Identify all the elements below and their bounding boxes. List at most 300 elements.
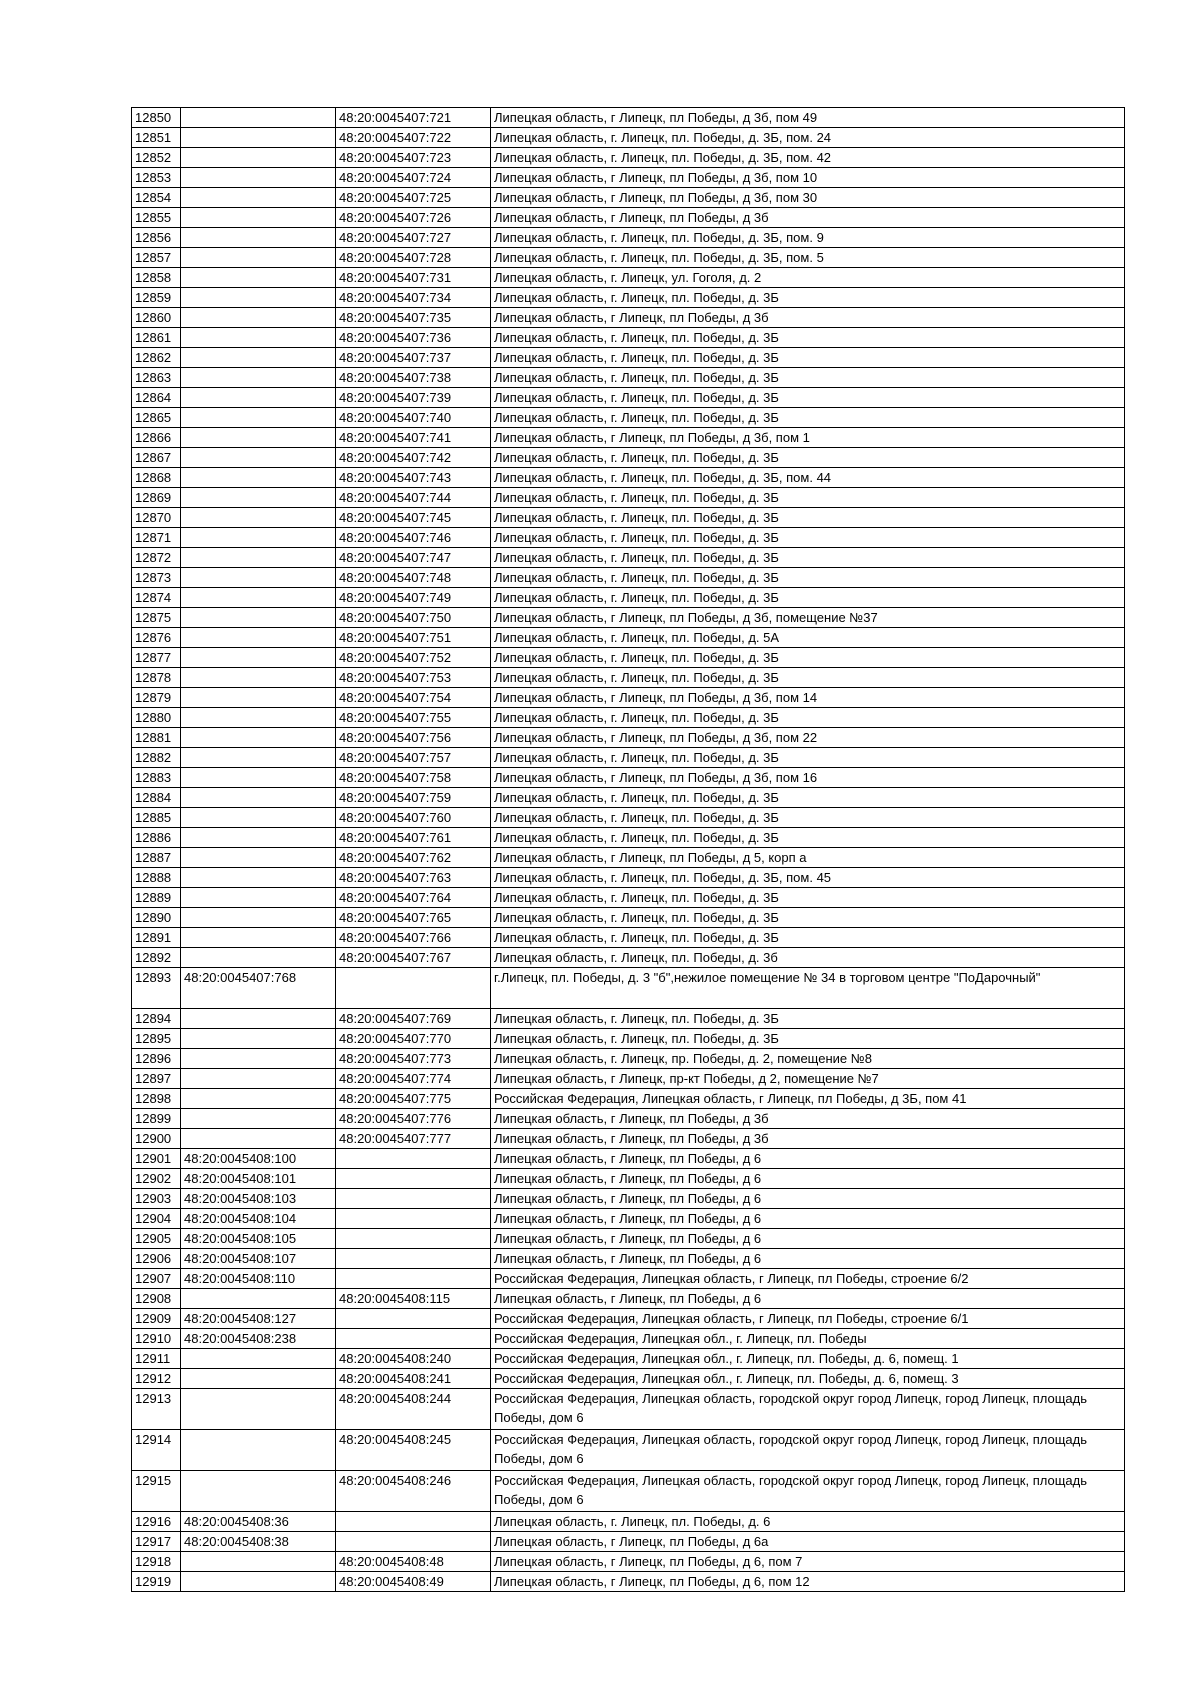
premises-cadastral-number-cell: 48:20:0045407:764 — [336, 888, 491, 908]
address-cell: Липецкая область, г Липецк, пл Победы, д 5, корп а — [491, 848, 1125, 868]
premises-cadastral-number-cell — [336, 1512, 491, 1532]
table-row — [132, 588, 1125, 608]
table-row — [132, 128, 1125, 148]
premises-cadastral-number-cell: 48:20:0045408:246 — [336, 1471, 491, 1512]
premises-cadastral-number-cell: 48:20:0045408:245 — [336, 1430, 491, 1471]
row-number-cell: 12902 — [132, 1169, 181, 1189]
cadastral-number-cell — [181, 468, 336, 488]
row-number-cell: 12897 — [132, 1069, 181, 1089]
table-row — [132, 448, 1125, 468]
address-cell: Российская Федерация, Липецкая область, г Липецк, пл Победы, строение 6/2 — [491, 1269, 1125, 1289]
address-cell: Липецкая область, г. Липецк, пл. Победы, д. 3Б — [491, 348, 1125, 368]
cadastral-number-cell — [181, 808, 336, 828]
premises-cadastral-number-cell: 48:20:0045407:755 — [336, 708, 491, 728]
row-number-cell: 12896 — [132, 1049, 181, 1069]
table-row — [132, 1369, 1125, 1389]
premises-cadastral-number-cell: 48:20:0045407:774 — [336, 1069, 491, 1089]
cadastral-number-cell — [181, 368, 336, 388]
cadastral-number-cell — [181, 1389, 336, 1430]
address-cell: Липецкая область, г. Липецк, пл. Победы, д. 3Б, пом. 45 — [491, 868, 1125, 888]
table-row — [132, 888, 1125, 908]
row-number-cell: 12868 — [132, 468, 181, 488]
premises-cadastral-number-cell: 48:20:0045407:766 — [336, 928, 491, 948]
row-number-cell: 12892 — [132, 948, 181, 968]
table-row — [132, 928, 1125, 948]
premises-cadastral-number-cell: 48:20:0045407:735 — [336, 308, 491, 328]
address-cell: Липецкая область, г Липецк, пл Победы, д 3б, пом 22 — [491, 728, 1125, 748]
table-row — [132, 628, 1125, 648]
cadastral-number-cell — [181, 1471, 336, 1512]
premises-cadastral-number-cell — [336, 1189, 491, 1209]
cadastral-number-cell — [181, 728, 336, 748]
cadastral-number-cell — [181, 528, 336, 548]
cadastral-number-cell — [181, 408, 336, 428]
premises-cadastral-number-cell: 48:20:0045407:736 — [336, 328, 491, 348]
address-cell: Липецкая область, г Липецк, пл Победы, д 6 — [491, 1189, 1125, 1209]
address-cell: Российская Федерация, Липецкая область, городской округ город Липецк, город Липецк, площадь Победы, дом 6 — [491, 1430, 1125, 1471]
table-row — [132, 728, 1125, 748]
address-cell: Липецкая область, г Липецк, пл Победы, д 6 — [491, 1289, 1125, 1309]
cadastral-number-cell — [181, 568, 336, 588]
row-number-cell: 12900 — [132, 1129, 181, 1149]
cadastral-number-cell: 48:20:0045408:100 — [181, 1149, 336, 1169]
table-row — [132, 828, 1125, 848]
cadastral-number-cell — [181, 588, 336, 608]
cadastral-number-cell — [181, 128, 336, 148]
premises-cadastral-number-cell: 48:20:0045407:759 — [336, 788, 491, 808]
premises-cadastral-number-cell: 48:20:0045407:749 — [336, 588, 491, 608]
row-number-cell: 12859 — [132, 288, 181, 308]
address-cell: Липецкая область, г. Липецк, пл. Победы, д. 3Б — [491, 1009, 1125, 1029]
premises-cadastral-number-cell: 48:20:0045407:738 — [336, 368, 491, 388]
address-cell: Российская Федерация, Липецкая обл., г. Липецк, пл. Победы, д. 6, помещ. 3 — [491, 1369, 1125, 1389]
row-number-cell: 12899 — [132, 1109, 181, 1129]
table-row — [132, 328, 1125, 348]
row-number-cell: 12854 — [132, 188, 181, 208]
address-cell: Липецкая область, г Липецк, пл Победы, д 6, пом 7 — [491, 1552, 1125, 1572]
cadastral-number-cell — [181, 708, 336, 728]
row-number-cell: 12862 — [132, 348, 181, 368]
premises-cadastral-number-cell: 48:20:0045407:742 — [336, 448, 491, 468]
cadastral-number-cell — [181, 1289, 336, 1309]
table-row — [132, 1149, 1125, 1169]
row-number-cell: 12903 — [132, 1189, 181, 1209]
cadastral-number-cell: 48:20:0045408:104 — [181, 1209, 336, 1229]
table-row — [132, 688, 1125, 708]
cadastral-number-cell — [181, 928, 336, 948]
cadastral-number-cell — [181, 788, 336, 808]
cadastral-number-cell — [181, 848, 336, 868]
cadastral-number-cell — [181, 1009, 336, 1029]
row-number-cell: 12863 — [132, 368, 181, 388]
row-number-cell: 12898 — [132, 1089, 181, 1109]
row-number-cell: 12860 — [132, 308, 181, 328]
address-cell: Липецкая область, г Липецк, пл Победы, д 3б, пом 14 — [491, 688, 1125, 708]
row-number-cell: 12869 — [132, 488, 181, 508]
address-cell: Липецкая область, г. Липецк, пл. Победы, д. 3Б — [491, 908, 1125, 928]
row-number-cell: 12879 — [132, 688, 181, 708]
premises-cadastral-number-cell — [336, 1249, 491, 1269]
address-cell: Российская Федерация, Липецкая обл., г. Липецк, пл. Победы — [491, 1329, 1125, 1349]
premises-cadastral-number-cell: 48:20:0045408:244 — [336, 1389, 491, 1430]
table-row — [132, 1532, 1125, 1552]
row-number-cell: 12853 — [132, 168, 181, 188]
premises-cadastral-number-cell: 48:20:0045407:751 — [336, 628, 491, 648]
address-cell: Липецкая область, г. Липецк, пл. Победы, д. 3Б — [491, 388, 1125, 408]
address-cell: Липецкая область, г. Липецк, пл. Победы, д. 3Б — [491, 288, 1125, 308]
premises-cadastral-number-cell: 48:20:0045407:775 — [336, 1089, 491, 1109]
cadastral-number-cell — [181, 428, 336, 448]
cadastral-number-cell — [181, 1029, 336, 1049]
row-number-cell: 12890 — [132, 908, 181, 928]
table-row — [132, 848, 1125, 868]
table-row — [132, 1009, 1125, 1029]
row-number-cell: 12855 — [132, 208, 181, 228]
row-number-cell: 12867 — [132, 448, 181, 468]
cadastral-number-cell — [181, 1369, 336, 1389]
premises-cadastral-number-cell: 48:20:0045407:770 — [336, 1029, 491, 1049]
premises-cadastral-number-cell — [336, 1309, 491, 1329]
address-cell: Липецкая область, г Липецк, пл Победы, д 3б — [491, 208, 1125, 228]
address-cell: Липецкая область, г. Липецк, пл. Победы, д. 3Б — [491, 788, 1125, 808]
premises-cadastral-number-cell: 48:20:0045407:754 — [336, 688, 491, 708]
premises-cadastral-number-cell: 48:20:0045407:723 — [336, 148, 491, 168]
address-cell: Липецкая область, г. Липецк, пл. Победы, д. 3б — [491, 948, 1125, 968]
row-number-cell: 12919 — [132, 1572, 181, 1592]
row-number-cell: 12884 — [132, 788, 181, 808]
premises-cadastral-number-cell: 48:20:0045407:762 — [336, 848, 491, 868]
premises-cadastral-number-cell — [336, 1149, 491, 1169]
table-row — [132, 1289, 1125, 1309]
table-row — [132, 948, 1125, 968]
address-cell: Липецкая область, г. Липецк, пл. Победы, д. 3Б — [491, 648, 1125, 668]
cadastral-number-cell — [181, 1552, 336, 1572]
row-number-cell: 12912 — [132, 1369, 181, 1389]
cadastral-number-cell — [181, 108, 336, 128]
table-row — [132, 708, 1125, 728]
cadastral-number-cell — [181, 948, 336, 968]
row-number-cell: 12880 — [132, 708, 181, 728]
row-number-cell: 12856 — [132, 228, 181, 248]
row-number-cell: 12894 — [132, 1009, 181, 1029]
table-row — [132, 668, 1125, 688]
cadastral-number-cell — [181, 168, 336, 188]
row-number-cell: 12877 — [132, 648, 181, 668]
table-row — [132, 168, 1125, 188]
cadastral-number-cell — [181, 1430, 336, 1471]
address-cell: Липецкая область, г. Липецк, пл. Победы, д. 3Б, пом. 44 — [491, 468, 1125, 488]
premises-cadastral-number-cell: 48:20:0045407:727 — [336, 228, 491, 248]
table-row — [132, 188, 1125, 208]
cadastral-number-cell — [181, 1089, 336, 1109]
premises-cadastral-number-cell: 48:20:0045407:752 — [336, 648, 491, 668]
row-number-cell: 12910 — [132, 1329, 181, 1349]
cadastral-number-cell — [181, 268, 336, 288]
row-number-cell: 12915 — [132, 1471, 181, 1512]
premises-cadastral-number-cell: 48:20:0045407:750 — [336, 608, 491, 628]
table-row — [132, 1089, 1125, 1109]
premises-cadastral-number-cell — [336, 1169, 491, 1189]
cadastral-number-cell — [181, 1349, 336, 1369]
table-row — [132, 348, 1125, 368]
cadastral-number-cell — [181, 308, 336, 328]
address-cell: Липецкая область, г. Липецк, пл. Победы, д. 3Б — [491, 488, 1125, 508]
row-number-cell: 12887 — [132, 848, 181, 868]
premises-cadastral-number-cell — [336, 1329, 491, 1349]
table-row — [132, 1189, 1125, 1209]
premises-cadastral-number-cell: 48:20:0045407:767 — [336, 948, 491, 968]
address-cell: Липецкая область, г. Липецк, пл. Победы, д. 3Б, пом. 24 — [491, 128, 1125, 148]
cadastral-number-cell — [181, 908, 336, 928]
premises-cadastral-number-cell: 48:20:0045408:49 — [336, 1572, 491, 1592]
table-row — [132, 1512, 1125, 1532]
cadastral-number-cell — [181, 508, 336, 528]
address-cell: Липецкая область, г. Липецк, пл. Победы, д. 3Б — [491, 508, 1125, 528]
table-row — [132, 768, 1125, 788]
address-cell: Липецкая область, г. Липецк, ул. Гоголя, д. 2 — [491, 268, 1125, 288]
premises-cadastral-number-cell: 48:20:0045407:734 — [336, 288, 491, 308]
row-number-cell: 12881 — [132, 728, 181, 748]
cadastral-number-cell — [181, 608, 336, 628]
cadastral-number-cell — [181, 288, 336, 308]
table-row — [132, 748, 1125, 768]
table-row — [132, 1249, 1125, 1269]
address-cell: Липецкая область, г Липецк, пл Победы, д 3б, пом 49 — [491, 108, 1125, 128]
table-row — [132, 288, 1125, 308]
table-row — [132, 908, 1125, 928]
table-row — [132, 408, 1125, 428]
cadastral-number-cell — [181, 388, 336, 408]
address-cell: Липецкая область, г. Липецк, пл. Победы, д. 5А — [491, 628, 1125, 648]
table-row — [132, 1209, 1125, 1229]
address-cell: Липецкая область, г. Липецк, пл. Победы, д. 6 — [491, 1512, 1125, 1532]
premises-cadastral-number-cell: 48:20:0045408:115 — [336, 1289, 491, 1309]
address-cell: Российская Федерация, Липецкая область, городской округ город Липецк, город Липецк, площадь Победы, дом 6 — [491, 1471, 1125, 1512]
address-cell: Липецкая область, г. Липецк, пл. Победы, д. 3Б — [491, 368, 1125, 388]
row-number-cell: 12914 — [132, 1430, 181, 1471]
address-cell: Липецкая область, г. Липецк, пл. Победы, д. 3Б — [491, 328, 1125, 348]
table-row — [132, 428, 1125, 448]
table-row — [132, 1029, 1125, 1049]
premises-cadastral-number-cell: 48:20:0045407:740 — [336, 408, 491, 428]
premises-cadastral-number-cell: 48:20:0045407:724 — [336, 168, 491, 188]
row-number-cell: 12885 — [132, 808, 181, 828]
cadastral-number-cell: 48:20:0045408:107 — [181, 1249, 336, 1269]
premises-cadastral-number-cell — [336, 1229, 491, 1249]
premises-cadastral-number-cell — [336, 1532, 491, 1552]
row-number-cell: 12878 — [132, 668, 181, 688]
row-number-cell: 12886 — [132, 828, 181, 848]
row-number-cell: 12882 — [132, 748, 181, 768]
address-cell: Липецкая область, г. Липецк, пл. Победы, д. 3Б — [491, 668, 1125, 688]
premises-cadastral-number-cell: 48:20:0045407:777 — [336, 1129, 491, 1149]
premises-cadastral-number-cell: 48:20:0045407:769 — [336, 1009, 491, 1029]
premises-cadastral-number-cell: 48:20:0045407:763 — [336, 868, 491, 888]
premises-cadastral-number-cell: 48:20:0045407:739 — [336, 388, 491, 408]
row-number-cell: 12873 — [132, 568, 181, 588]
premises-cadastral-number-cell: 48:20:0045407:756 — [336, 728, 491, 748]
table-row — [132, 1129, 1125, 1149]
table-row — [132, 368, 1125, 388]
premises-cadastral-number-cell: 48:20:0045407:731 — [336, 268, 491, 288]
table-row — [132, 148, 1125, 168]
premises-cadastral-number-cell: 48:20:0045407:773 — [336, 1049, 491, 1069]
cadastral-number-cell — [181, 228, 336, 248]
cadastral-number-cell — [181, 888, 336, 908]
cadastral-number-cell — [181, 548, 336, 568]
premises-cadastral-number-cell: 48:20:0045407:737 — [336, 348, 491, 368]
cadastral-number-cell — [181, 688, 336, 708]
table-row — [132, 1389, 1125, 1430]
table-row — [132, 208, 1125, 228]
table-row — [132, 1349, 1125, 1369]
row-number-cell: 12911 — [132, 1349, 181, 1369]
row-number-cell: 12889 — [132, 888, 181, 908]
address-cell: Липецкая область, г. Липецк, пл. Победы, д. 3Б — [491, 888, 1125, 908]
cadastral-number-cell — [181, 1049, 336, 1069]
row-number-cell: 12901 — [132, 1149, 181, 1169]
premises-cadastral-number-cell: 48:20:0045407:745 — [336, 508, 491, 528]
address-cell: Липецкая область, г. Липецк, пл. Победы, д. 3Б — [491, 808, 1125, 828]
table-row — [132, 1552, 1125, 1572]
premises-cadastral-number-cell: 48:20:0045407:753 — [336, 668, 491, 688]
row-number-cell: 12904 — [132, 1209, 181, 1229]
address-cell: Липецкая область, г Липецк, пл Победы, д 3б, пом 30 — [491, 188, 1125, 208]
row-number-cell: 12883 — [132, 768, 181, 788]
row-number-cell: 12857 — [132, 248, 181, 268]
table-row — [132, 508, 1125, 528]
table-row — [132, 228, 1125, 248]
cadastral-number-cell — [181, 868, 336, 888]
cadastral-number-cell: 48:20:0045408:36 — [181, 1512, 336, 1532]
row-number-cell: 12891 — [132, 928, 181, 948]
premises-cadastral-number-cell: 48:20:0045408:240 — [336, 1349, 491, 1369]
cadastral-number-cell: 48:20:0045408:101 — [181, 1169, 336, 1189]
premises-cadastral-number-cell: 48:20:0045407:725 — [336, 188, 491, 208]
cadastral-number-cell: 48:20:0045408:105 — [181, 1229, 336, 1249]
row-number-cell: 12906 — [132, 1249, 181, 1269]
row-number-cell: 12870 — [132, 508, 181, 528]
address-cell: Липецкая область, г Липецк, пл Победы, д 6 — [491, 1209, 1125, 1229]
address-cell: Липецкая область, г Липецк, пл Победы, д 3б — [491, 1129, 1125, 1149]
address-cell: Липецкая область, г Липецк, пл Победы, д 6 — [491, 1249, 1125, 1269]
cadastral-number-cell — [181, 328, 336, 348]
table-row — [132, 1229, 1125, 1249]
cadastral-number-cell — [181, 628, 336, 648]
premises-cadastral-number-cell: 48:20:0045407:747 — [336, 548, 491, 568]
address-cell: Российская Федерация, Липецкая обл., г. Липецк, пл. Победы, д. 6, помещ. 1 — [491, 1349, 1125, 1369]
table-row — [132, 1471, 1125, 1512]
table-row — [132, 1069, 1125, 1089]
table-row — [132, 1269, 1125, 1289]
cadastral-number-cell — [181, 488, 336, 508]
premises-cadastral-number-cell — [336, 1209, 491, 1229]
row-number-cell: 12918 — [132, 1552, 181, 1572]
table-row — [132, 608, 1125, 628]
table-row — [132, 108, 1125, 128]
address-cell: Липецкая область, г Липецк, пл Победы, д 3б, пом 1 — [491, 428, 1125, 448]
table-row — [132, 1329, 1125, 1349]
premises-cadastral-number-cell: 48:20:0045407:744 — [336, 488, 491, 508]
cadastral-number-cell: 48:20:0045408:127 — [181, 1309, 336, 1329]
address-cell: Липецкая область, г. Липецк, пл. Победы, д. 3Б — [491, 568, 1125, 588]
premises-cadastral-number-cell: 48:20:0045407:722 — [336, 128, 491, 148]
premises-cadastral-number-cell: 48:20:0045407:757 — [336, 748, 491, 768]
premises-cadastral-number-cell — [336, 968, 491, 1009]
row-number-cell: 12866 — [132, 428, 181, 448]
row-number-cell: 12907 — [132, 1269, 181, 1289]
cadastral-number-cell: 48:20:0045408:238 — [181, 1329, 336, 1349]
table-row — [132, 788, 1125, 808]
address-cell: Российская Федерация, Липецкая область, городской округ город Липецк, город Липецк, площадь Победы, дом 6 — [491, 1389, 1125, 1430]
premises-cadastral-number-cell: 48:20:0045407:758 — [336, 768, 491, 788]
row-number-cell: 12875 — [132, 608, 181, 628]
premises-cadastral-number-cell: 48:20:0045407:760 — [336, 808, 491, 828]
row-number-cell: 12872 — [132, 548, 181, 568]
address-cell: Липецкая область, г. Липецк, пл. Победы, д. 3Б — [491, 528, 1125, 548]
address-cell: Липецкая область, г. Липецк, пл. Победы, д. 3Б — [491, 1029, 1125, 1049]
cadastral-number-cell: 48:20:0045408:38 — [181, 1532, 336, 1552]
cadastral-number-cell — [181, 768, 336, 788]
premises-cadastral-number-cell: 48:20:0045407:761 — [336, 828, 491, 848]
premises-cadastral-number-cell: 48:20:0045407:721 — [336, 108, 491, 128]
table-row — [132, 808, 1125, 828]
cadastral-number-cell — [181, 1109, 336, 1129]
table-row — [132, 388, 1125, 408]
row-number-cell: 12908 — [132, 1289, 181, 1309]
address-cell: Липецкая область, г Липецк, пл Победы, д 3б — [491, 1109, 1125, 1129]
address-cell: Липецкая область, г. Липецк, пл. Победы, д. 3Б — [491, 448, 1125, 468]
cadastral-number-cell — [181, 348, 336, 368]
cadastral-number-cell — [181, 748, 336, 768]
address-cell: г.Липецк, пл. Победы, д. 3 "б",нежилое помещение № 34 в торговом центре "ПоДарочный" — [491, 968, 1125, 1009]
address-cell: Липецкая область, г Липецк, пл Победы, д 3б, пом 10 — [491, 168, 1125, 188]
cadastral-number-cell — [181, 248, 336, 268]
address-cell: Липецкая область, г Липецк, пл Победы, д 6 — [491, 1149, 1125, 1169]
row-number-cell: 12861 — [132, 328, 181, 348]
address-cell: Липецкая область, г Липецк, пр-кт Победы, д 2, помещение №7 — [491, 1069, 1125, 1089]
row-number-cell: 12909 — [132, 1309, 181, 1329]
cadastral-number-cell — [181, 448, 336, 468]
premises-cadastral-number-cell: 48:20:0045407:728 — [336, 248, 491, 268]
row-number-cell: 12913 — [132, 1389, 181, 1430]
row-number-cell: 12871 — [132, 528, 181, 548]
cadastral-number-cell: 48:20:0045408:110 — [181, 1269, 336, 1289]
address-cell: Липецкая область, г. Липецк, пл. Победы, д. 3Б, пом. 9 — [491, 228, 1125, 248]
cadastral-number-cell: 48:20:0045408:103 — [181, 1189, 336, 1209]
cadastral-number-cell — [181, 1069, 336, 1089]
row-number-cell: 12917 — [132, 1532, 181, 1552]
property-register-table — [131, 107, 1125, 1592]
cadastral-number-cell — [181, 1129, 336, 1149]
address-cell: Липецкая область, г. Липецк, пл. Победы, д. 3Б — [491, 828, 1125, 848]
address-cell: Липецкая область, г Липецк, пл Победы, д 6 — [491, 1169, 1125, 1189]
address-cell: Липецкая область, г. Липецк, пл. Победы, д. 3Б — [491, 928, 1125, 948]
row-number-cell: 12865 — [132, 408, 181, 428]
table-row — [132, 1169, 1125, 1189]
row-number-cell: 12864 — [132, 388, 181, 408]
table-row — [132, 1572, 1125, 1592]
table-row — [132, 528, 1125, 548]
address-cell: Липецкая область, г. Липецк, пл. Победы, д. 3Б — [491, 708, 1125, 728]
row-number-cell: 12850 — [132, 108, 181, 128]
cadastral-number-cell — [181, 1572, 336, 1592]
address-cell: Липецкая область, г. Липецк, пл. Победы, д. 3Б — [491, 408, 1125, 428]
table-row — [132, 488, 1125, 508]
table-row — [132, 548, 1125, 568]
premises-cadastral-number-cell: 48:20:0045408:241 — [336, 1369, 491, 1389]
table-row — [132, 268, 1125, 288]
